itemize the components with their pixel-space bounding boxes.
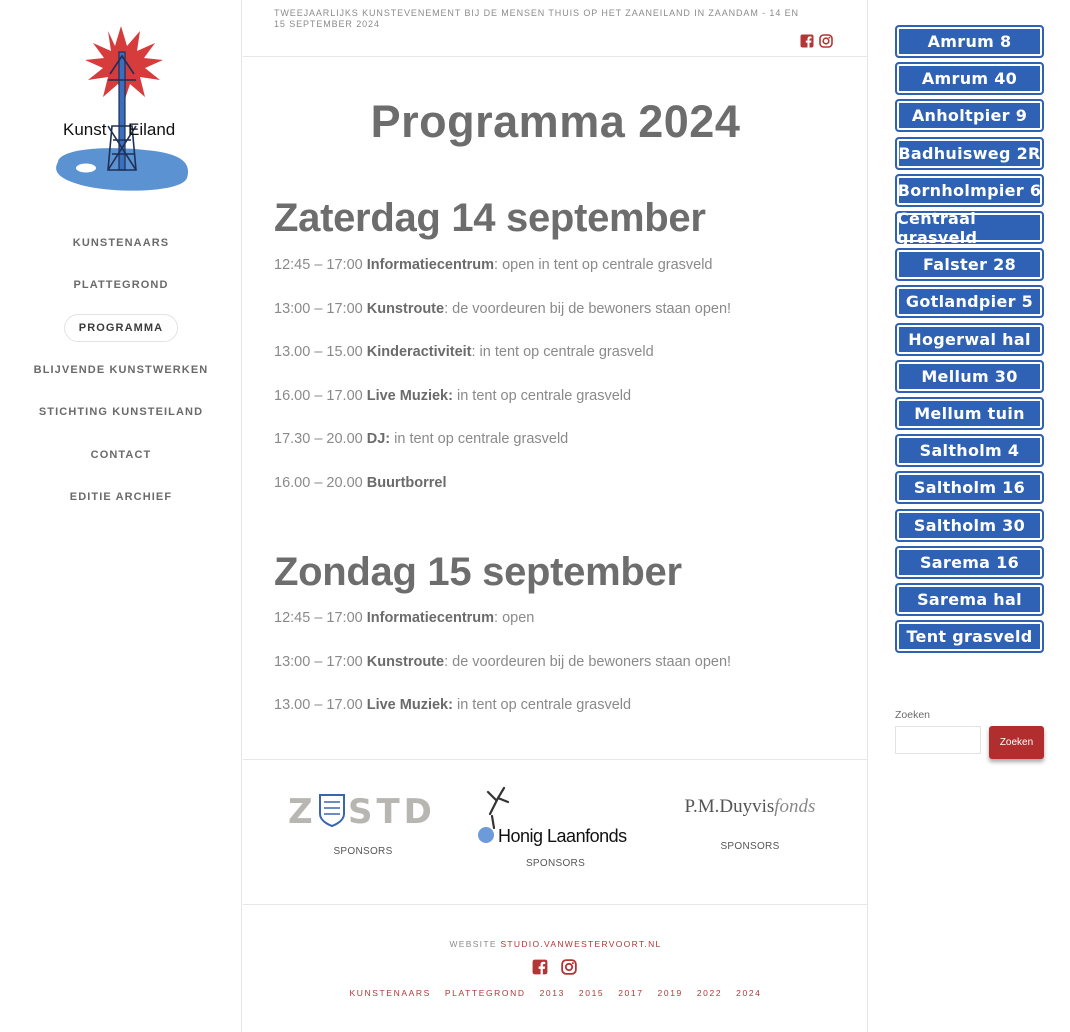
footer-link-kunstenaars[interactable]: KUNSTENAARS xyxy=(349,988,431,998)
nav-link-stichting-kunsteiland[interactable]: STICHTING KUNSTEILAND xyxy=(38,406,204,419)
footer-link-2022[interactable]: 2022 xyxy=(696,988,723,998)
sponsor-honig-name: Honig Laanfonds xyxy=(498,826,627,846)
location-button-tent-grasveld[interactable]: Tent grasveld xyxy=(895,620,1044,653)
honig-laanfonds-logo xyxy=(468,784,643,846)
instagram-icon[interactable] xyxy=(561,959,577,975)
duyvis-fonds-logo xyxy=(670,796,830,818)
zstd-logo xyxy=(288,792,438,828)
entry-name: Kunstroute xyxy=(366,301,445,317)
nav-link-contact[interactable]: CONTACT xyxy=(90,448,152,461)
nav-item xyxy=(0,264,242,306)
nav-item xyxy=(0,476,242,518)
nav-item xyxy=(0,349,242,391)
entry-description: : open xyxy=(494,610,535,626)
nav-item xyxy=(0,433,242,475)
entry-name: Live Muziek: xyxy=(366,388,453,404)
header-social-icons xyxy=(800,34,833,48)
program-entry xyxy=(274,431,568,447)
main-content xyxy=(243,0,868,1032)
entry-name: Informatiecentrum xyxy=(366,257,495,273)
logo-text-left: Kunst xyxy=(63,120,107,139)
footer-navigation xyxy=(243,988,868,998)
footer-credit xyxy=(243,939,868,949)
program-entry xyxy=(274,475,446,491)
facebook-icon[interactable] xyxy=(532,959,548,975)
location-button-saltholm-16[interactable]: Saltholm 16 xyxy=(895,471,1044,504)
location-button-saltholm-4[interactable]: Saltholm 4 xyxy=(895,434,1044,467)
search-button[interactable]: Zoeken xyxy=(989,726,1044,759)
footer-link-2024[interactable]: 2024 xyxy=(736,988,762,998)
footer-link-2015[interactable]: 2015 xyxy=(578,988,605,998)
entry-description: : de voordeuren bij de bewoners staan open! xyxy=(444,654,732,670)
footer-credit-link[interactable]: STUDIO.VANWESTERVOORT.NL xyxy=(500,939,662,949)
entry-description: in tent op centrale grasveld xyxy=(390,431,569,447)
location-button-sarema-16[interactable]: Sarema 16 xyxy=(895,546,1044,579)
entry-name: Live Muziek: xyxy=(366,697,453,713)
nav-link-plattegrond[interactable]: PLATTEGROND xyxy=(73,279,169,292)
right-sidebar xyxy=(869,0,1070,1032)
search-label: Zoeken xyxy=(895,709,931,721)
entry-time: 13:00 – 17:00 xyxy=(274,654,367,670)
entry-time: 17.30 – 20.00 xyxy=(274,431,367,447)
location-button-badhuisweg-2r[interactable]: Badhuisweg 2R xyxy=(895,137,1044,170)
location-button-saltholm-30[interactable]: Saltholm 30 xyxy=(895,509,1044,542)
nav-link-programma[interactable]: PROGRAMMA xyxy=(64,314,178,342)
sponsor-duyvis-italic: fonds xyxy=(774,796,816,817)
entry-description: in tent op centrale grasveld xyxy=(452,388,632,404)
footer-link-2013[interactable]: 2013 xyxy=(539,988,565,998)
day-title-saturday: Zaterdag 14 september xyxy=(274,196,706,240)
sponsor-honig-laanfonds[interactable] xyxy=(468,784,643,869)
sponsor-label: SPONSORS xyxy=(333,846,393,857)
program-entry xyxy=(274,301,731,317)
sponsor-duyvis-fonds[interactable] xyxy=(670,796,830,852)
entry-time: 16.00 – 17.00 xyxy=(274,388,367,404)
entry-time: 13.00 – 17.00 xyxy=(274,697,367,713)
location-button-hogerwal-hal[interactable]: Hogerwal hal xyxy=(895,323,1044,356)
entry-description: : in tent op centrale grasveld xyxy=(471,344,654,360)
program-entry xyxy=(274,610,534,626)
entry-time: 13:00 – 17:00 xyxy=(274,301,367,317)
location-button-centraal-grasveld[interactable]: Centraal grasveld xyxy=(895,211,1044,244)
location-button-sarema-hal[interactable]: Sarema hal xyxy=(895,583,1044,616)
footer-link-2019[interactable]: 2019 xyxy=(657,988,683,998)
entry-time: 12:45 – 17:00 xyxy=(274,610,367,626)
nav-item xyxy=(0,391,242,433)
nav-item xyxy=(0,222,242,264)
entry-time: 16.00 – 20.00 xyxy=(274,475,367,491)
location-button-gotlandpier-5[interactable]: Gotlandpier 5 xyxy=(895,285,1044,318)
svg-text:Z: Z xyxy=(288,792,314,828)
footer-link-plattegrond[interactable]: PLATTEGROND xyxy=(444,988,526,998)
nav-link-blijvende-kunstwerken[interactable]: BLIJVENDE KUNSTWERKEN xyxy=(33,364,209,377)
location-button-mellum-tuin[interactable]: Mellum tuin xyxy=(895,397,1044,430)
location-button-bornholmpier-6[interactable]: Bornholmpier 6 xyxy=(895,174,1044,207)
nav-link-kunstenaars[interactable]: KUNSTENAARS xyxy=(72,237,170,250)
instagram-icon[interactable] xyxy=(819,34,833,48)
location-button-mellum-30[interactable]: Mellum 30 xyxy=(895,360,1044,393)
entry-description: in tent op centrale grasveld xyxy=(452,697,632,713)
footer-link-2017[interactable]: 2017 xyxy=(618,988,644,998)
entry-name: Buurtborrel xyxy=(366,475,447,491)
location-button-anholtpier-9[interactable]: Anholtpier 9 xyxy=(895,99,1044,132)
entry-description: : de voordeuren bij de bewoners staan open! xyxy=(444,301,732,317)
sponsor-zstd-name: STD xyxy=(348,792,436,828)
entry-name: Kinderactiviteit xyxy=(366,344,472,360)
location-button-amrum-8[interactable]: Amrum 8 xyxy=(895,25,1044,58)
nav-item xyxy=(0,307,242,349)
nav-link-editie-archief[interactable]: EDITIE ARCHIEF xyxy=(69,490,173,503)
sponsor-duyvis-main: P.M.Duyvis xyxy=(684,796,775,817)
program-entry xyxy=(274,388,631,404)
page-title: Programma 2024 xyxy=(370,96,741,147)
header-divider xyxy=(243,56,868,57)
entry-time: 13.00 – 15.00 xyxy=(274,344,367,360)
sponsor-zstd[interactable] xyxy=(283,792,443,857)
location-button-falster-28[interactable]: Falster 28 xyxy=(895,248,1044,281)
sponsor-label: SPONSORS xyxy=(525,858,586,869)
main-navigation xyxy=(0,222,242,518)
sponsors-band xyxy=(243,759,868,905)
search-input[interactable] xyxy=(895,726,981,754)
entry-name: Informatiecentrum xyxy=(366,610,495,626)
entry-description: : open in tent op centrale grasveld xyxy=(494,257,713,273)
footer-credit-prefix: WEBSITE xyxy=(449,939,501,949)
left-sidebar xyxy=(0,0,242,1032)
site-tagline: TWEEJAARLIJKS KUNSTEVENEMENT BIJ DE MENSEN THUIS OP HET ZAANEILAND IN ZAANDAM - 14 EN 15 SEPTEMBER 2024 xyxy=(274,8,799,29)
entry-time: 12:45 – 17:00 xyxy=(274,257,367,273)
day-title-sunday: Zondag 15 september xyxy=(274,550,682,594)
footer-social-icons xyxy=(532,959,577,975)
program-entry xyxy=(274,697,631,713)
facebook-icon[interactable] xyxy=(800,34,814,48)
location-button-amrum-40[interactable]: Amrum 40 xyxy=(895,62,1044,95)
entry-name: DJ: xyxy=(366,431,391,447)
program-entry xyxy=(274,654,731,670)
logo-text-right: Eiland xyxy=(128,120,176,139)
entry-name: Kunstroute xyxy=(366,654,445,670)
kunsteiland-logo[interactable] xyxy=(50,22,195,197)
program-entry xyxy=(274,344,654,360)
sponsor-label: SPONSORS xyxy=(720,841,780,852)
program-entry xyxy=(274,257,713,273)
